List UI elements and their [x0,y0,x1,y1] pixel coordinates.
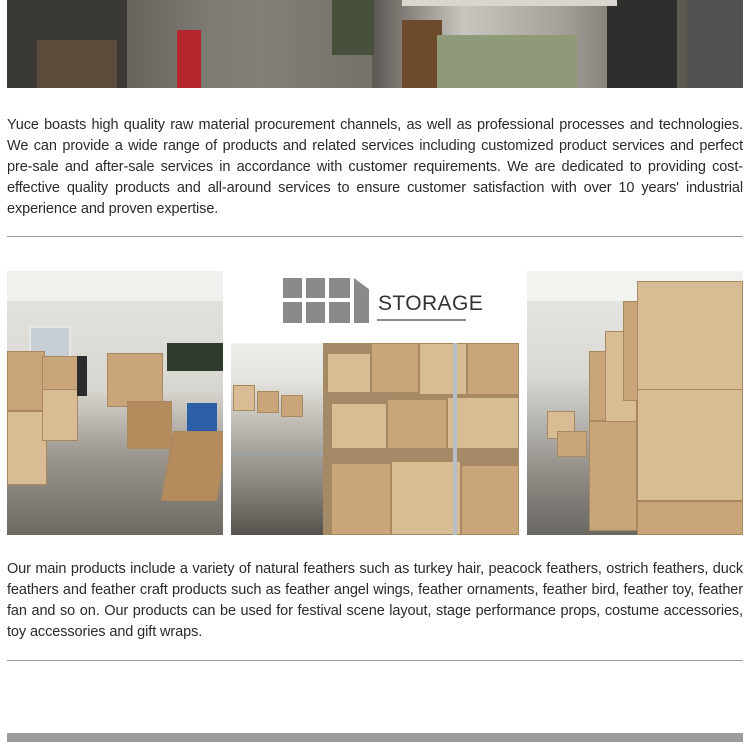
products-paragraph: Our main products include a variety of natural feathers such as turkey hair, peacock feathers, ostrich feathers, duck feathers and feather craft products such as feather angel wings, feather ornaments, feather bird, feather toy, feather fan and so on. Our products can be used for festival scene layout, stage performance props, costume accessories, toy accessories and gift wraps. [7,561,743,640]
workshop-banner-image [7,0,743,88]
storage-title: STORAGE [378,292,484,315]
divider [7,660,743,661]
storage-photo-right [527,271,743,535]
intro-paragraph: Yuce boasts high quality raw material procurement channels, as well as professional processes and technologies. We can provide a wide range of products and related services including customized product services and perfect pre-sale and after-sale services in accordance with customer requirements. We are dedicated to providing cost-effective quality products and all-around services to ensure customer satisfaction with over 10 years' industrial experience and proven expertise. [7,117,743,217]
divider [7,236,743,237]
storage-title-underline [377,319,466,321]
storage-photo-center [231,343,519,535]
storage-grid-icon [283,278,369,323]
storage-photo-left [7,271,223,535]
footer-bar [7,733,743,742]
